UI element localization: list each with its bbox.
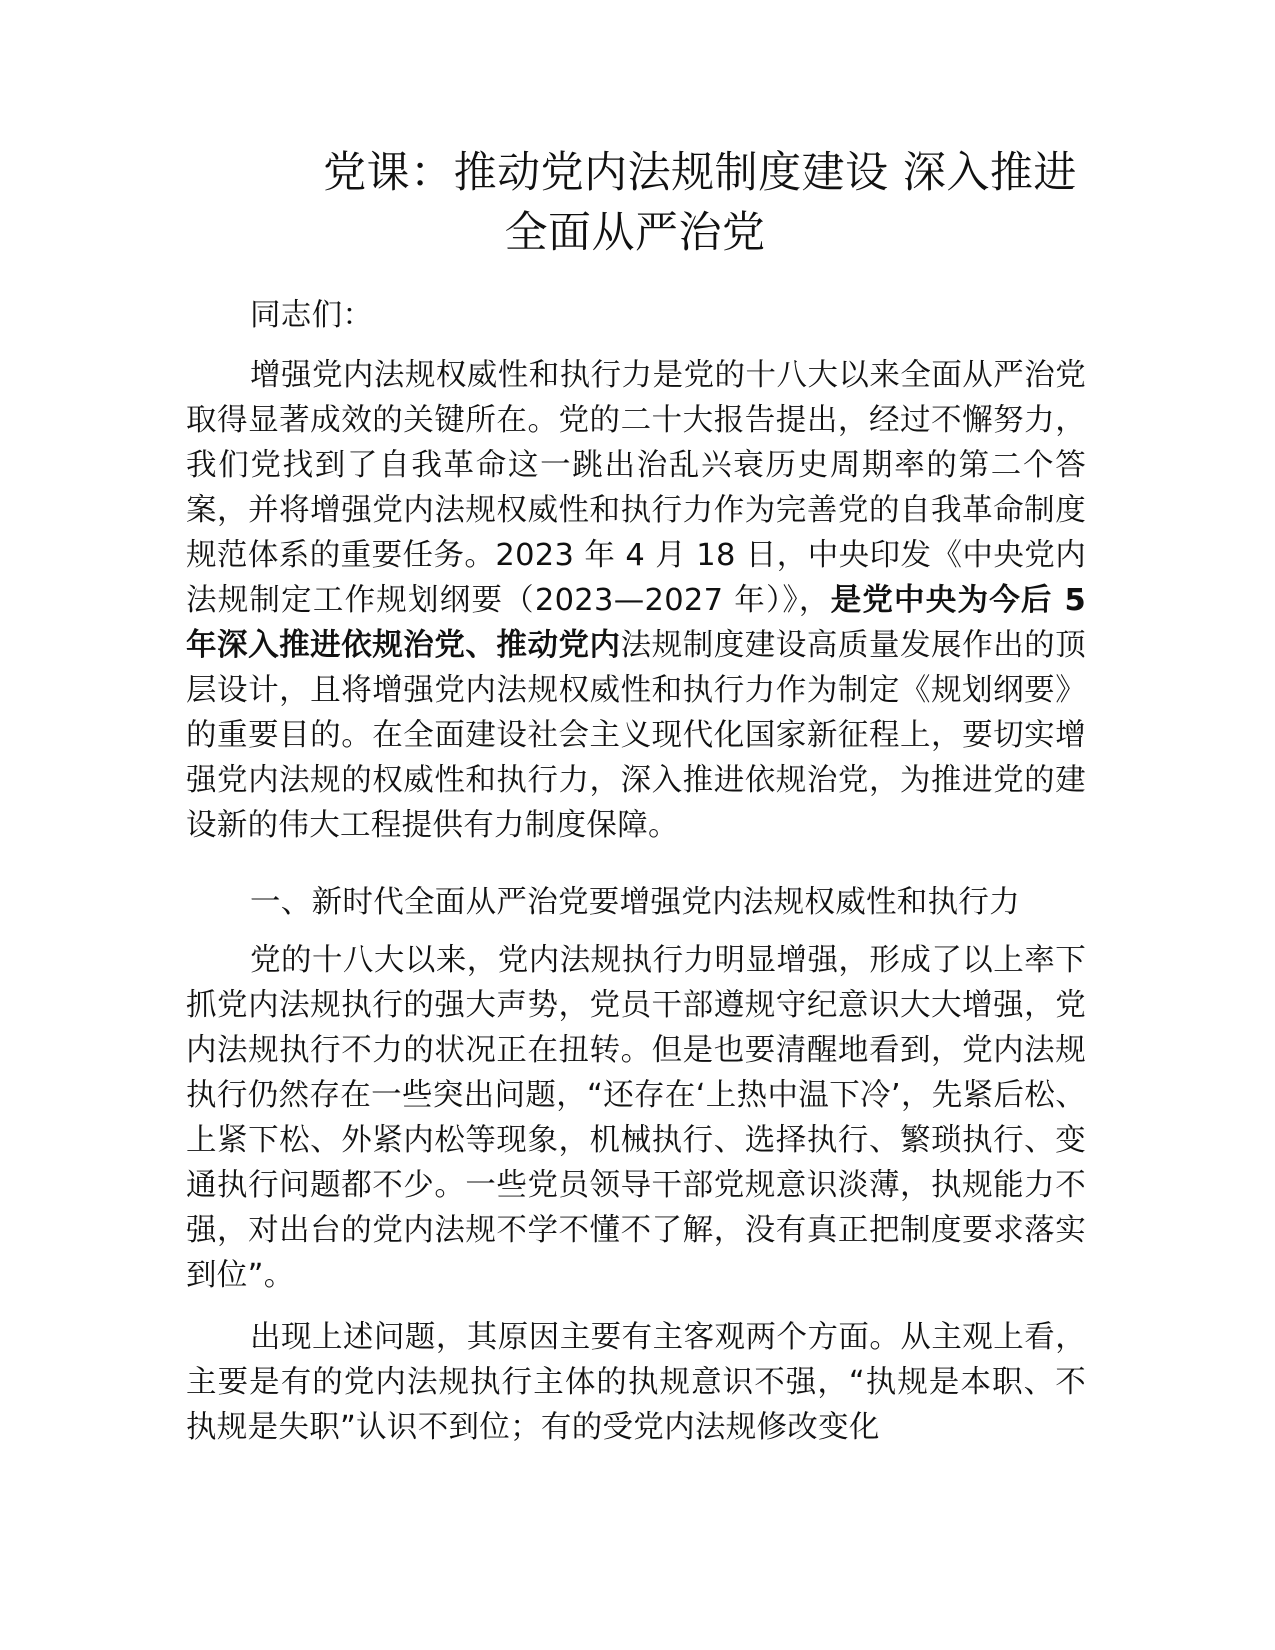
paragraph-1 <box>186 353 1086 848</box>
paragraph-3: 出现上述问题，其原因主要有主客观两个方面。从主观上看，主要是有的党内法规执行主体的执规意识不强，“执规是本职、不执规是失职”认识不到位；有的受党内法规修改变化 <box>186 1320 1086 1445</box>
greeting: 同志们： <box>250 298 374 333</box>
paragraph-1-text-a: 增强党内法规权威性和执行力是党的十八大以来全面从严治党取得显著成效的关键所在。党的二十大报告提出，经过不懈努力，我们党找到了自我革命这一跳出治乱兴衰历史周期率的第二个答案，并将增强党内法规权威性和执行力作为完善党的自我革命制度规范体系的重要任务。2023 年 4 月 18 日，中央印发《中央党内法规制定工作规划纲要（2023—2027 年）》， <box>186 358 1086 618</box>
title-line-2: 全面从严治党 <box>504 208 766 258</box>
paragraph-1-bold-text: 是党中央为今后 5 年深入推进依规治党、推动党内 <box>186 583 1087 663</box>
paragraph-2: 党的十八大以来，党内法规执行力明显增强，形成了以上率下抓党内法规执行的强大声势，党员干部遵规守纪意识大大增强，党内法规执行不力的状况正在扭转。但是也要清醒地看到，党内法规执行仍然存在一些突出问题，“还存在‘上热中温下冷’，先紧后松、上紧下松、外紧内松等现象，机械执行、选择执行、繁琐执行、变通执行问题都不少。一些党员领导干部党规意识淡薄，执规能力不强，对出台的党内法规不学不懂不了解，没有真正把制度要求落实到位”。 <box>186 943 1086 1293</box>
document-title <box>170 143 1130 263</box>
section-heading-1: 一、新时代全面从严治党要增强党内法规权威性和执行力 <box>250 885 1020 920</box>
title-line-1: 党课：推动党内法规制度建设 深入推进 <box>323 148 1077 198</box>
paragraph-1-text-b: 法规制度建设高质量发展作出的顶层设计，且将增强党内法规权威性和执行力作为制定《规划纲要》的重要目的。在全面建设社会主义现代化国家新征程上，要切实增强党内法规的权威性和执行力，深入推进依规治党，为推进党的建设新的伟大工程提供有力制度保障。 <box>186 628 1087 843</box>
